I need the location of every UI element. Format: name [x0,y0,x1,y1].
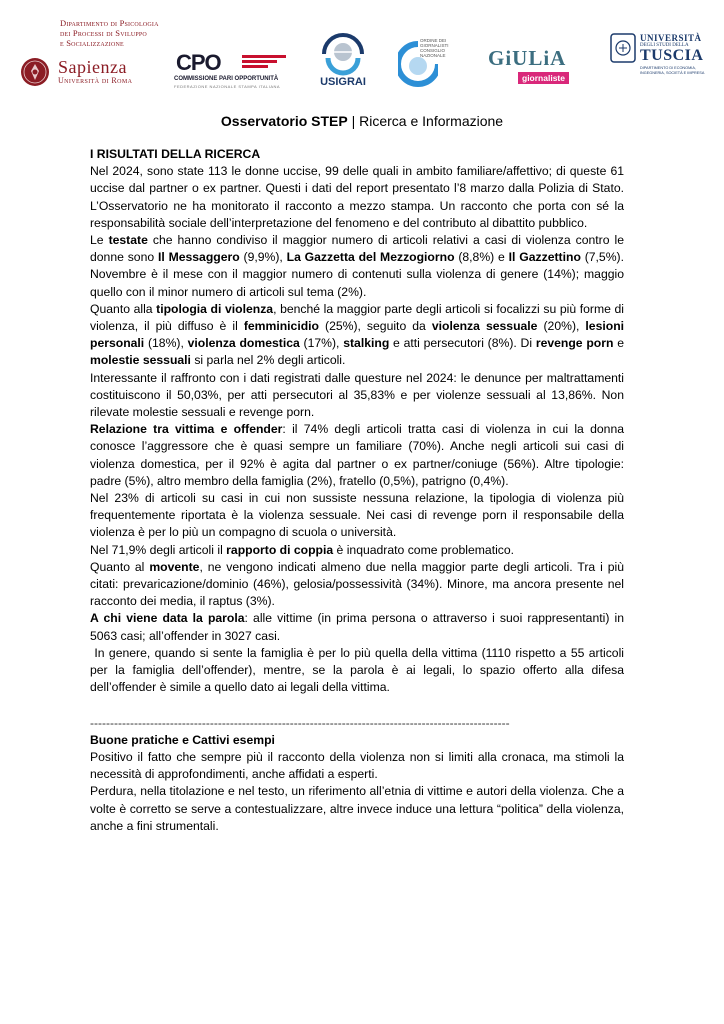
tuscia-seal-icon [610,33,636,63]
cpo-word: CPO [176,50,221,75]
tuscia-line-4: DIPARTIMENTO DI ECONOMIA, INGEGNERIA, SOCIETÀ E IMPRESA [640,66,705,75]
text: che hanno condiviso il maggior numero di articoli relativi a casi di violenza contro le donne sono [90,233,624,265]
tuscia-line-3: TUSCIA [640,47,704,64]
title-bold: Osservatorio STEP [220,113,348,129]
paragraph-2 [90,232,624,301]
usigrai-logo-icon [312,32,374,76]
text-bold: Il Messaggero [157,250,240,265]
text: Nel 71,9% degli articoli il [90,542,227,557]
text: è inquadrato come problematico. [333,542,515,557]
giulia-tag: giornaliste [518,72,569,84]
ordine-text: ORDINE DEI GIORNALISTI CONSIGLIO NAZIONALE [420,38,449,58]
text-bold: stalking [343,336,390,351]
text-bold: La Gazzetta del Mezzogiorno [286,250,455,265]
text: (18%), [144,336,188,351]
text-bold: testate [108,233,148,248]
paragraph-3 [90,301,624,370]
paragraph-1: Nel 2024, sono state 113 le donne uccise, 99 delle quali in ambito familiare/affettivo; di queste 61 uccise dal partner o ex partner. Questi i dati del report presentato l’8 marzo dalla Polizia di Stato. L’Osservatorio ne ha monitorato il racconto a mezzo stampa. Un racconto che porta con sé la responsabilità sociale dell’interpretazione del fenomeno e del contributo al dibattito pubblico. [90,164,624,230]
usigrai-logo [312,32,374,92]
paragraph-5 [90,421,624,490]
paragraph-11: Positivo il fatto che sempre più il racconto della violenza non si limiti alla cronaca, ma stimoli la necessità di approfondimenti, anche affidati a esperti. [90,749,624,782]
cpo-bars-icon [242,55,286,70]
document-body [90,146,628,835]
sapienza-logo-text [58,58,132,85]
text: : alle vittime (in prima persona o attraverso i suoi rappresentanti) in 5063 casi; all’offender in 3027 casi. [90,611,624,643]
text: , benché la maggior parte degli articoli si focalizzi su più forme di violenza, il più diffuso è il [90,301,624,334]
section-divider: --------------------------------------------------------------------------------------------------------- [90,715,510,730]
cpo-subtitle: COMMISSIONE PARI OPPORTUNITÀ [174,76,279,82]
text: (9,9%), [239,250,287,265]
dept-line-3: e Socializzazione [60,38,124,48]
text: e atti persecutori (8%). Di [389,336,536,351]
ordine-logo [398,38,458,88]
paragraph-9 [90,610,624,644]
dept-line-1: Dipartimento di Psicologia [60,18,159,28]
cpo-subtitle-2: FEDERAZIONE NAZIONALE STAMPA ITALIANA [174,84,281,89]
text-bold: movente [149,559,200,574]
text: Le [90,233,109,248]
text-bold: femminicidio [243,319,319,334]
sapienza-seal-icon [20,57,50,87]
tuscia-line-2: DEGLI STUDI DELLA [640,43,689,48]
sapienza-department-label [60,18,159,48]
text-bold: violenza domestica [187,336,300,351]
section-heading-results: I RISULTATI DELLA RICERCA [90,147,261,161]
paragraph-12: Perdura, nella titolazione e nel testo, un riferimento all’etnia di vittime e autori della violenza. Che a volte è corretto se serve a contestualizzare, altre invece induce una lettura “politica” della violenza, anche a fini strumentali. [90,784,624,833]
text: si parla nel 2% degli articoli. [190,353,346,368]
text-bold: revenge porn [535,336,614,351]
text-bold: Il Gazzettino [508,250,581,265]
paragraph-6: Nel 23% di articoli su casi in cui non sussiste nessuna relazione, la tipologia di violenza più frequentemente riportata è la violenza sessuale. Nei casi di revenge porn il responsabile della violenza è per lo più un compagno di scuola o università. [90,491,624,540]
text-bold: molestie sessuali [90,353,191,368]
paragraph-4: Interessante il raffronto con i dati registrati dalle questure nel 2024: le denunce per maltrattamenti costituiscono il 50,03%, per atti persecutori al 35,83% e per violenze sessuali al 13,86%. Non rilevate molestie sessuali e revenge porn. [90,370,624,420]
paragraph-8 [90,559,624,611]
usigrai-name: USIGRAI [320,76,366,88]
logo-header [0,0,724,105]
giulia-logo [488,46,582,86]
sapienza-subtitle: Università di Roma [58,76,133,85]
text: (25%), seguito da [318,319,432,334]
text-bold: violenza sessuale [431,319,538,334]
dept-line-2: dei Processi di Sviluppo [60,28,147,38]
text: Quanto al [90,559,150,574]
cpo-logo [172,50,292,92]
tuscia-logo [610,33,710,93]
text: e [613,336,624,351]
sapienza-name: Sapienza [58,57,127,77]
tuscia-line-1: UNIVERSITÀ [640,33,702,43]
text: , ne vengono indicati almeno due nella maggior parte degli articoli. Tra i più citati: prevaricazione/dominio (46%), gelosia/possessività (34%). Minore, ma ancora presente nel racconto dei media, il raptus (3%). [90,559,624,609]
text: (7,5%). Novembre è il mese con il maggior numero di contenuti sulla violenza di genere (14%); maggio quello con il minor numero di articoli sul tema (2%). [90,250,624,299]
text: : il 74% degli articoli tratta casi di violenza in cui la donna conosce l’aggressore che è quasi sempre un familiare (70%). Anche negli articoli sui casi di violenza domestica, per il 92% è agita dal partner o ex partner/coniuge (56%). Altre tipologie: padre (5%), altro membro della famiglia (2%), fratello (0,5%), patrigno (0,4%). [90,422,625,488]
section-heading-practices: Buone pratiche e Cattivi esempi [90,732,275,747]
text: Quanto alla [90,301,157,316]
text-bold: lesioni personali [90,319,625,351]
paragraph-7 [90,542,624,559]
giulia-word: GiULiA [488,46,567,70]
text-bold: rapporto di coppia [226,542,334,557]
title-rest: | Ricerca e Informazione [347,113,504,129]
text-bold: tipologia di violenza [156,301,274,316]
text: (17%), [299,336,344,351]
page-title [0,113,724,129]
text: (8,8%) e [454,250,509,265]
paragraph-10: In genere, quando si sente la famiglia è per lo più quella della vittima (1110 rispetto a 55 articoli per la famiglia dell’offender), mentre, se la parola è ai legali, lo spazio offerto alla difesa dell’offender è simile a quello dato ai legali della vittima. [90,645,628,695]
text: (20%), [537,319,586,334]
text-bold: A chi viene data la parola [90,611,245,626]
text-bold: Relazione tra vittima e offender [90,422,283,437]
